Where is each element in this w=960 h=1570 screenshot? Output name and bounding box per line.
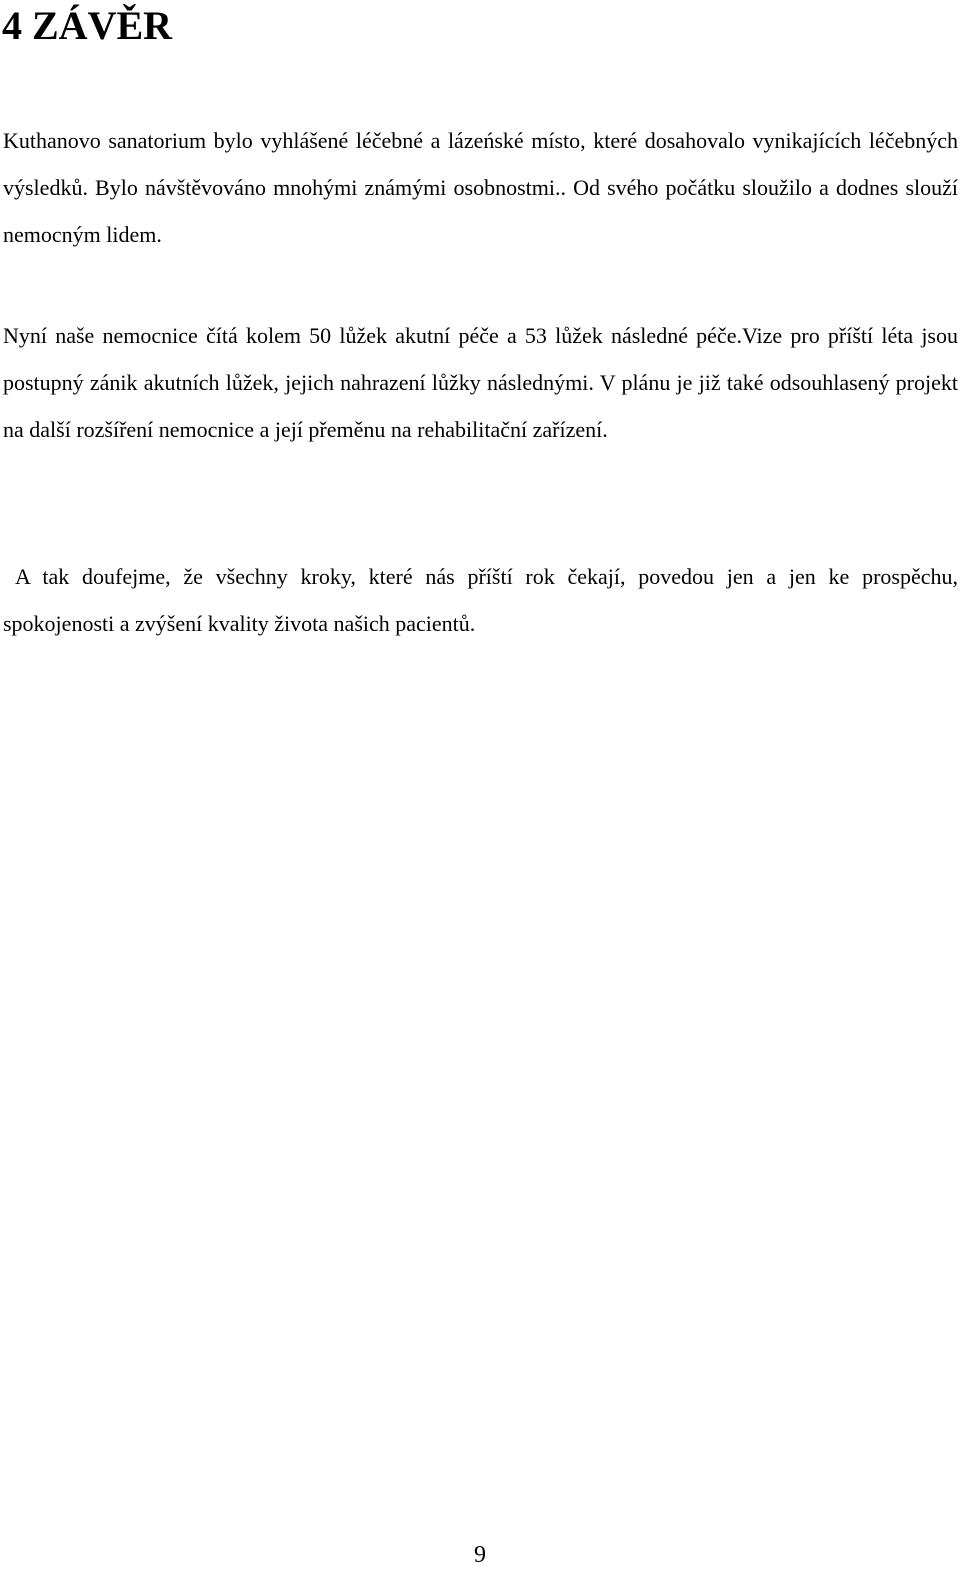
paragraph-sanatorium-history: Kuthanovo sanatorium bylo vyhlášené léčebné a lázeńské místo, které dosahovalo vynikajících léčebných výsledků. Bylo návštěvováno mnohými známými osobnostmi.. Od svého počátku sloužilo a dodnes slouží nemocným lidem. xyxy=(3,128,958,247)
page-number: 9 xyxy=(474,1542,486,1568)
chapter-heading: 4 ZÁVĚR xyxy=(2,3,173,48)
paragraph-closing-wish: A tak doufejme, že všechny kroky, které nás příští rok čekají, povedou jen a jen ke prospěchu, spokojenosti a zvýšení kvality života našich pacientů. xyxy=(3,564,958,636)
paragraph-hospital-capacity: Nyní naše nemocnice čítá kolem 50 lůžek akutní péče a 53 lůžek následné péče.Vize pro příští léta jsou postupný zánik akutních lůžek, jejich nahrazení lůžky následnými. V plánu je již také odsouhlasený projekt na další rozšíření nemocnice a její přeměnu na rehabilitační zařízení. xyxy=(3,323,958,442)
